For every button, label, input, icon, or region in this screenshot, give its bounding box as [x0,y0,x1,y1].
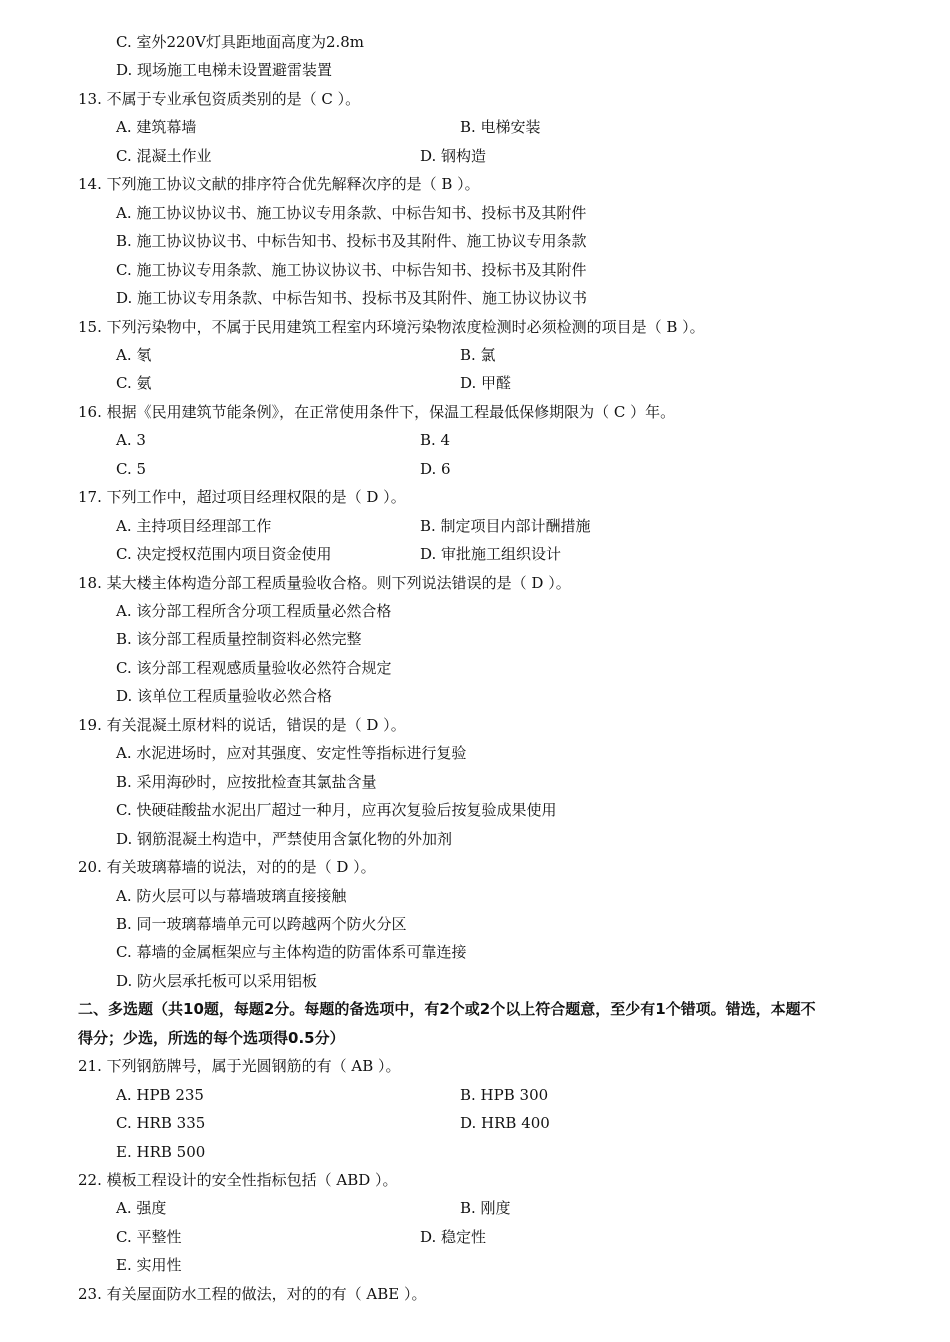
section-heading-line: 得分；少选，所选的每个选项得0.5分） [78,1029,345,1047]
option-line: A. 水泥进场时，应对其强度、安定性等指标进行复验 [116,744,467,762]
option-line: B. 刚度 [460,1199,511,1217]
option-line: C. 室外220V灯具距地面高度为2.8m [116,33,365,51]
section-heading-line: 二、多选题（共10题，每题2分。每题的备选项中，有2个或2个以上符合题意，至少有1个错项。错选，本题不 [78,1000,816,1018]
option-line: B. 采用海砂时，应按批检查其氯盐含量 [116,773,377,791]
question-line: 18. 某大楼主体构造分部工程质量验收合格。则下列说法错误的是（ D ）。 [78,574,571,592]
option-line: D. 甲醛 [460,374,512,392]
option-line: A. 该分部工程所含分项工程质量必然合格 [116,602,392,620]
option-line: C. 施工协议专用条款、施工协议协议书、中标告知书、投标书及其附件 [116,261,587,279]
option-line: A. 强度 [116,1199,167,1217]
option-line: B. HPB 300 [460,1086,549,1104]
option-line: A. 主持项目经理部工作 [116,517,272,535]
option-line: D. 审批施工组织设计 [420,545,562,563]
option-line: A. HPB 235 [116,1086,204,1104]
option-line: B. 同一玻璃幕墙单元可以跨越两个防火分区 [116,915,407,933]
option-line: D. 钢构造 [420,147,487,165]
option-line: B. 制定项目内部计酬措施 [420,517,591,535]
option-line: B. 施工协议协议书、中标告知书、投标书及其附件、施工协议专用条款 [116,232,587,250]
option-line: D. 现场施工电梯未设置避雷装置 [116,61,333,79]
option-line: C. 快硬硅酸盐水泥出厂超过一种月，应再次复验后按复验成果使用 [116,801,557,819]
option-line: E. 实用性 [116,1256,182,1274]
option-line: C. 混凝土作业 [116,147,212,165]
option-line: A. 建筑幕墙 [116,118,197,136]
question-line: 23. 有关屋面防水工程的做法，对的的有（ ABE ）。 [78,1285,427,1303]
option-line: C. 氨 [116,374,152,392]
option-line: B. 电梯安装 [460,118,541,136]
option-line: C. 该分部工程观感质量验收必然符合规定 [116,659,392,677]
question-line: 15. 下列污染物中，不属于民用建筑工程室内环境污染物浓度检测时必须检测的项目是（ B ）。 [78,318,705,336]
question-line: 13. 不属于专业承包资质类别的是（ C ）。 [78,90,361,108]
option-line: C. 5 [116,460,147,478]
option-line: E. HRB 500 [116,1143,206,1161]
option-line: B. 该分部工程质量控制资料必然完整 [116,630,362,648]
question-line: 22. 模板工程设计的安全性指标包括（ ABD ）。 [78,1171,398,1189]
option-line: B. 氯 [460,346,496,364]
option-line: A. 氡 [116,346,152,364]
option-line: D. 稳定性 [420,1228,487,1246]
question-line: 19. 有关混凝土原材料的说话，错误的是（ D ）。 [78,716,406,734]
option-line: D. 钢筋混凝土构造中，严禁使用含氯化物的外加剂 [116,830,453,848]
question-line: 14. 下列施工协议文献的排序符合优先解释次序的是（ B ）。 [78,175,480,193]
option-line: A. 防火层可以与幕墙玻璃直接接触 [116,887,347,905]
question-line: 16. 根据《民用建筑节能条例》，在正常使用条件下，保温工程最低保修期限为（ C ）年。 [78,403,676,421]
option-line: C. 幕墙的金属框架应与主体构造的防雷体系可靠连接 [116,943,467,961]
option-line: D. 该单位工程质量验收必然合格 [116,687,333,705]
option-line: C. 平整性 [116,1228,182,1246]
option-line: C. HRB 335 [116,1114,206,1132]
option-line: A. 施工协议协议书、施工协议专用条款、中标告知书、投标书及其附件 [116,204,587,222]
option-line: B. 4 [420,431,451,449]
question-line: 20. 有关玻璃幕墙的说法，对的的是（ D ）。 [78,858,376,876]
option-line: D. 6 [420,460,451,478]
question-line: 17. 下列工作中，超过项目经理权限的是（ D ）。 [78,488,406,506]
option-line: D. 防火层承托板可以采用铝板 [116,972,318,990]
option-line: A. 3 [116,431,146,449]
option-line: D. HRB 400 [460,1114,550,1132]
option-line: D. 施工协议专用条款、中标告知书、投标书及其附件、施工协议协议书 [116,289,588,307]
question-line: 21. 下列钢筋牌号，属于光圆钢筋的有（ AB ）。 [78,1057,401,1075]
option-line: C. 决定授权范围内项目资金使用 [116,545,332,563]
